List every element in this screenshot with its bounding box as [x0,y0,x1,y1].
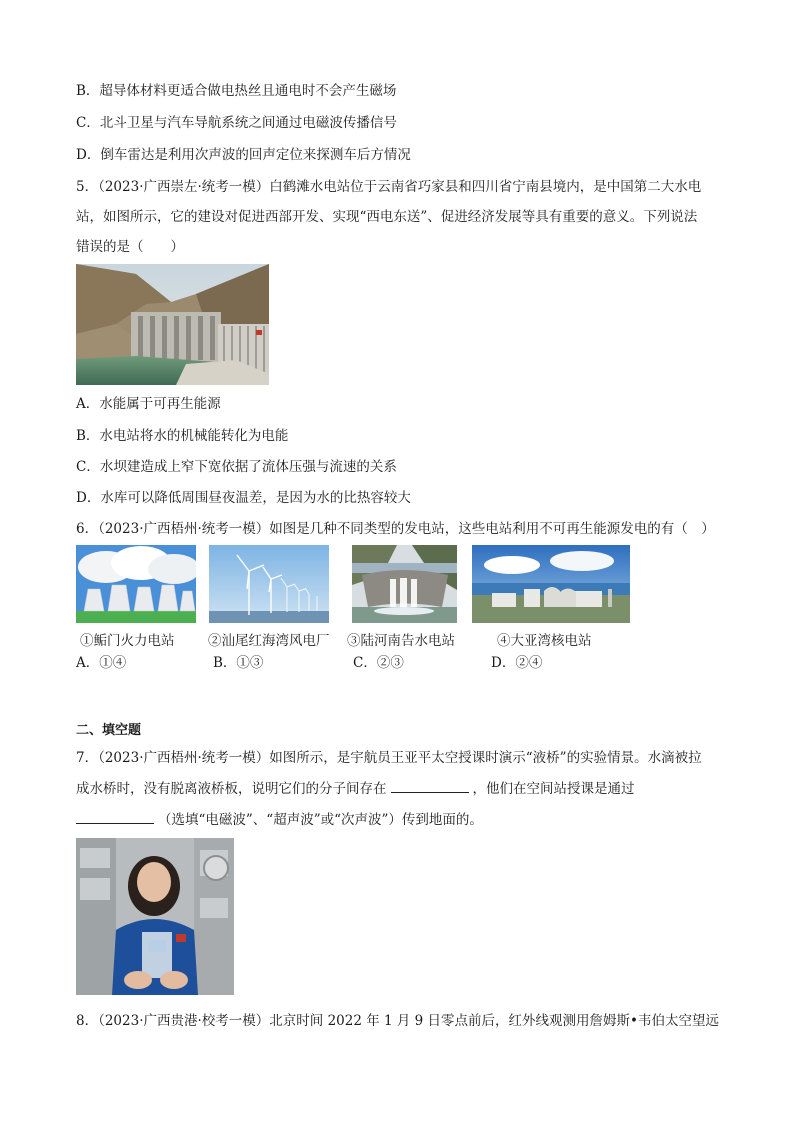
wind-farm-photo [209,545,329,623]
q4-option-b: B．超导体材料更适合做电热丝且通电时不会产生磁场 [76,83,397,99]
q5-option-c: C．水坝建造成上窄下宽依据了流体压强与流速的关系 [76,459,397,475]
q7-line2-text-a: 成水桥时，没有脱离液桥板，说明它们的分子间存在 [76,781,387,797]
section-title: 二、填空题 [76,723,142,738]
caption-nuclear: ④大亚湾核电站 [497,633,592,649]
q5-option-a: A．水能属于可再生能源 [76,396,221,412]
q5-option-d: D．水库可以降低周围昼夜温差，是因为水的比热容较大 [76,490,411,506]
q5-stem-line2: 站，如图所示，它的建设对促进西部开发、实现“西电东送”、促进经济发展等具有重要的意义。下列说法 [76,209,698,225]
q4-option-c: C．北斗卫星与汽车导航系统之间通过电磁波传播信号 [76,115,397,131]
q7-stem-line1: 7．（2023·广西梧州·统考一模）如图所示，是宇航员王亚平太空授课时演示“液桥”的实验情景。水滴被拉 [76,750,702,766]
q6-option-d: D．②④ [491,655,543,671]
q6-option-a: A．①④ [76,655,127,671]
answer-blank-2[interactable] [76,811,154,824]
q8-stem-line1: 8．（2023·广西贵港·校考一模）北京时间 2022 年 1 月 9 日零点前后，红外线观测用詹姆斯•韦伯太空望远 [76,1013,720,1029]
answer-blank-1[interactable] [391,780,469,793]
q7-stem-line3 [76,811,483,829]
caption-wind: ②汕尾红海湾风电厂 [208,633,330,649]
astronaut-photo [76,838,234,995]
dam-photo [76,264,269,385]
thermal-plant-photo [76,545,196,623]
q5-stem-line1: 5．（2023·广西崇左·统考一模）白鹤滩水电站位于云南省巧家县和四川省宁南县境内，是中国第二大水电 [76,179,702,195]
q6-option-b: B．①③ [213,655,264,671]
q5-option-b: B．水电站将水的机械能转化为电能 [76,428,289,444]
q7-line3-text: （选填“电磁波”、“超声波”或“次声波”）传到地面的。 [158,812,483,828]
q6-stem: 6．（2023·广西梧州·统考一模）如图是几种不同类型的发电站，这些电站利用不可再生能源发电的有（ ） [76,521,715,537]
q7-stem-line2 [76,780,635,798]
hydro-station-photo [352,545,457,623]
q7-line2-text-b: ，他们在空间站授课是通过 [472,781,635,797]
q4-option-d: D．倒车雷达是利用次声波的回声定位来探测车后方情况 [76,147,411,163]
caption-hydro: ③陆河南告水电站 [347,633,455,649]
q5-stem-line3: 错误的是（ ） [76,239,184,255]
caption-thermal: ①鲘门火力电站 [80,633,175,649]
nuclear-plant-photo [472,545,630,623]
q6-option-c: C．②③ [353,655,404,671]
